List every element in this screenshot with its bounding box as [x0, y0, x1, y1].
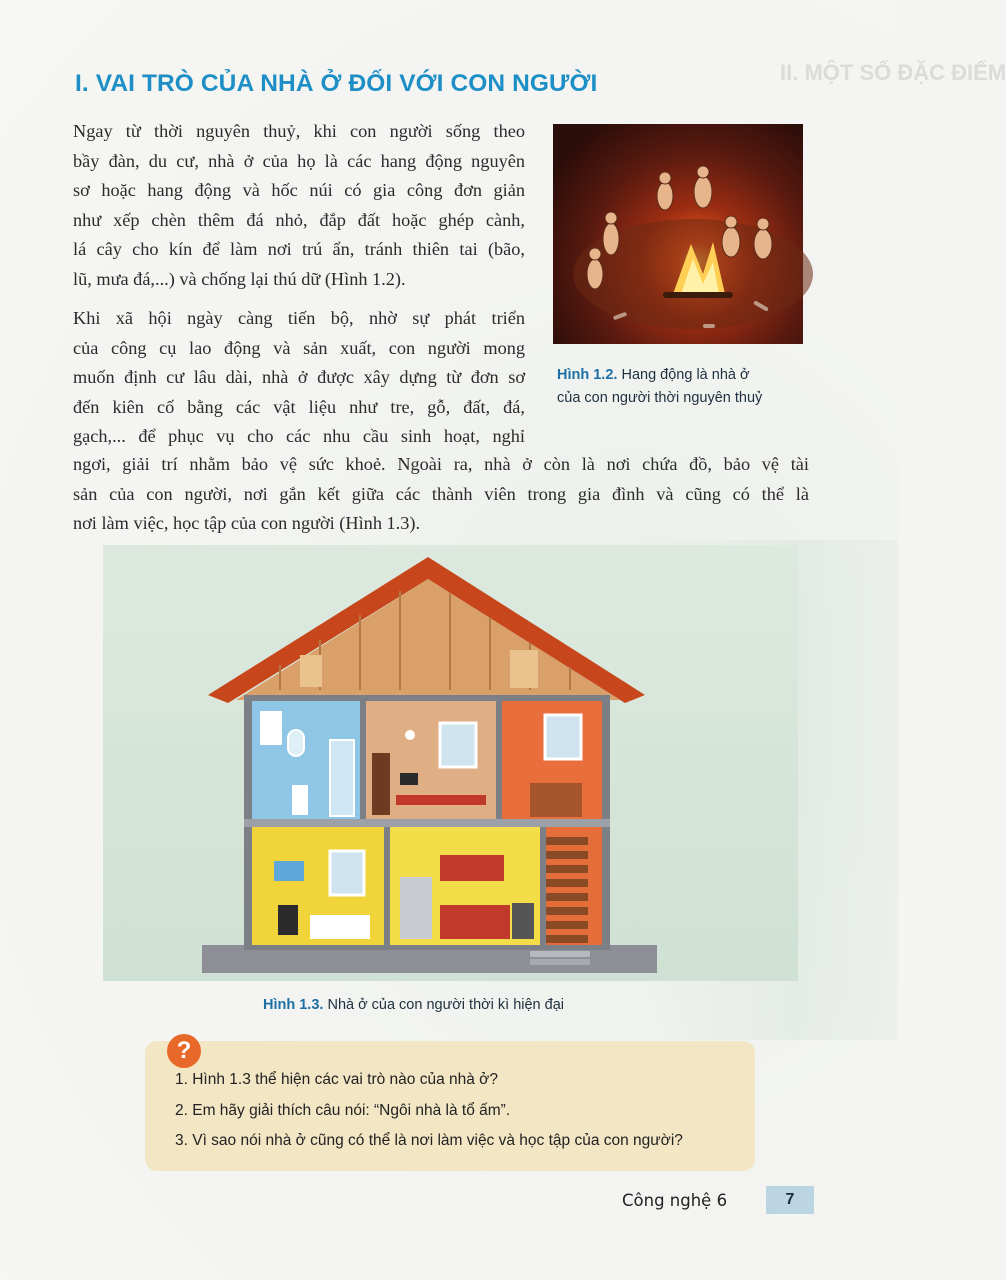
- book-title-footer: Công nghệ 6: [622, 1191, 728, 1210]
- paragraph-line: bầy đàn, du cư, nhà ở của họ là các hang động nguyên: [73, 150, 525, 171]
- cave-illustration: [553, 124, 803, 344]
- paragraph-line: như xếp chèn thêm đá nhỏ, đắp đất hoặc ghép cành,: [73, 209, 525, 230]
- bleed-through-text: II. MỘT SỐ ĐẶC ĐIỂM: [780, 60, 1006, 85]
- figure-caption-text: Nhà ở của con người thời kì hiện đại: [327, 997, 564, 1013]
- paragraph-line: đến kiên cố bằng các vật liệu như tre, gỗ, đất, đá,: [73, 396, 525, 417]
- paragraph-line: nơi làm việc, học tập của con người (Hình 1.3).: [73, 513, 421, 533]
- figure-1-2-caption-line2: của con người thời nguyên thuỷ: [557, 390, 763, 406]
- page-number: 7: [766, 1186, 814, 1214]
- question-list: [175, 1071, 683, 1163]
- paragraph-line: muốn định cư lâu dài, nhà ở được xây dựng từ đơn sơ: [73, 367, 525, 387]
- question-mark-icon: ?: [167, 1034, 201, 1068]
- cave-scene-graphic: [553, 124, 803, 344]
- paragraph-line: lũ, mưa đá,...) và chống lại thú dữ (Hình 1.2).: [73, 268, 406, 289]
- paragraph-2: [73, 304, 525, 452]
- figure-1-3-caption: [263, 997, 564, 1013]
- paragraph-line: Khi xã hội ngày càng tiến bộ, nhờ sự phát triển: [73, 308, 525, 328]
- figure-1-2-caption: [557, 367, 750, 383]
- figure-label: Hình 1.3.: [263, 997, 324, 1013]
- question-item: 1. Hình 1.3 thể hiện các vai trò nào của nhà ở?: [175, 1071, 498, 1088]
- paragraph-line: Ngay từ thời nguyên thuỷ, khi con người sống theo: [73, 121, 525, 141]
- section-title: I. VAI TRÒ CỦA NHÀ Ở ĐỐI VỚI CON NGƯỜI: [75, 70, 598, 97]
- paragraph-line: sơ hoặc hang động và hốc núi có gia công đơn giản: [73, 180, 525, 200]
- figure-caption-text: Hang động là nhà ở: [621, 367, 750, 383]
- house-illustration: [200, 555, 655, 975]
- paragraph-line: ngơi, giải trí nhằm bảo vệ sức khoẻ. Ngoài ra, nhà ở còn là nơi chứa đồ, bảo vệ tài: [73, 454, 809, 474]
- question-item: 3. Vì sao nói nhà ở cũng có thể là nơi làm việc và học tập của con người?: [175, 1132, 683, 1149]
- paragraph-1: [73, 117, 525, 294]
- paragraph-line: lá cây cho kín để làm nơi trú ẩn, tránh thiên tai (bão,: [73, 239, 525, 259]
- paragraph-3: [73, 450, 809, 539]
- paragraph-line: của công cụ lao động và sản xuất, con người mong: [73, 337, 525, 358]
- figure-label: Hình 1.2.: [557, 367, 618, 383]
- question-item: 2. Em hãy giải thích câu nói: “Ngôi nhà là tổ ấm”.: [175, 1101, 511, 1119]
- paragraph-line: sản của con người, nơi gắn kết giữa các thành viên trong gia đình và cũng có thể là: [73, 483, 809, 504]
- paragraph-line: gạch,... để phục vụ cho các nhu cầu sinh hoạt, nghỉ: [73, 426, 525, 446]
